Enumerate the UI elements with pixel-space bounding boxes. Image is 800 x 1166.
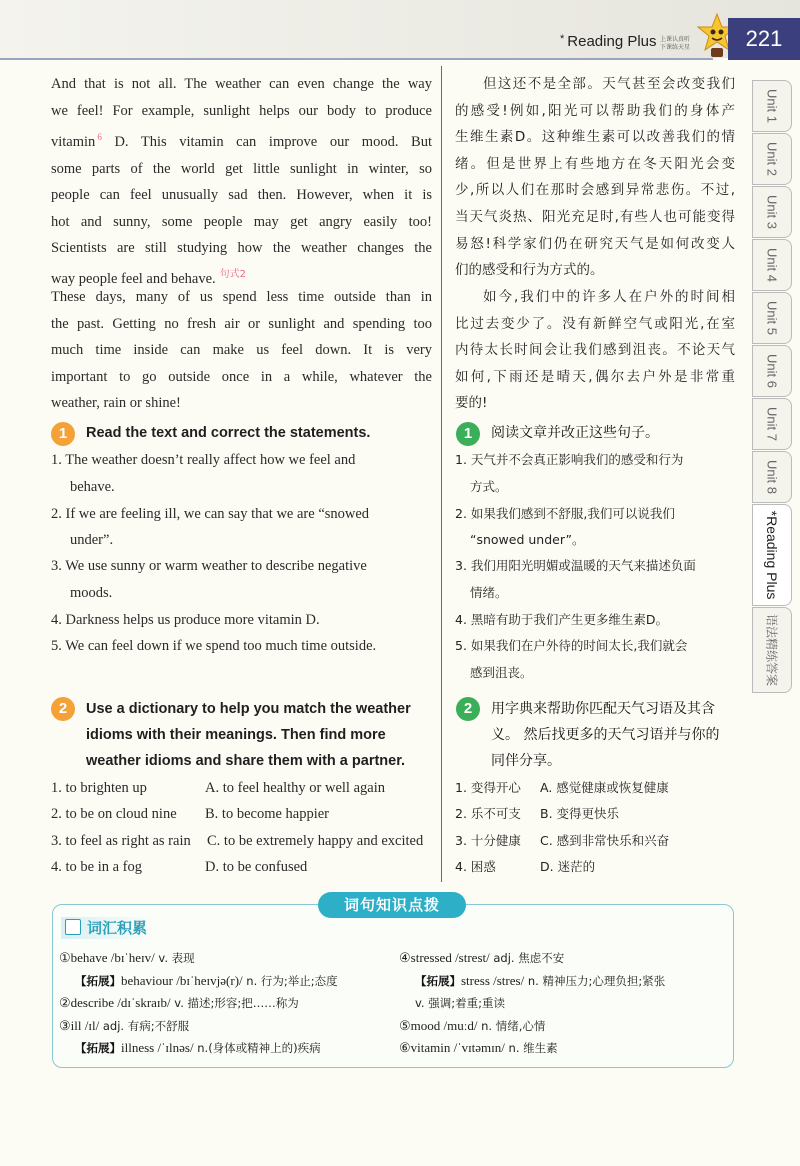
- idiom-item-zh: 2. 乐不可支: [455, 806, 521, 821]
- exercise-1-item-zh: 4. 黑暗有助于我们产生更多维生素D。: [455, 612, 669, 627]
- extension-tag: 【拓展】: [415, 973, 461, 988]
- vocabulary-entry: [59, 992, 299, 1014]
- meaning-item: B. to become happier: [205, 806, 330, 822]
- exercise-1-item-cont: moods.: [70, 585, 113, 601]
- side-tab-label: 语法精练答案: [764, 613, 779, 687]
- side-tab-label: Unit 5: [764, 301, 780, 335]
- english-paragraph-1: And that is not all. The weather can even change the way we feel! For example, sunlight helps our body to produce vitamin $^6$ D. This vitamin can improve our mood. But some parts of the world get little sunlight in winter, so people can feel unusually sad then. However, when it is hot and sunny, some people may get angry easily too! Scientists are still studying how the weather changes the way people feel and behave. $^{句式2}$: [51, 76, 433, 287]
- phonetic: behaviour /bɪˈheɪvjə(r)/: [121, 972, 243, 988]
- exercise-1-item-zh-cont: 感到沮丧。: [470, 665, 533, 680]
- extension-tag: 【拓展】: [75, 1041, 121, 1055]
- exercise-1-title: Read the text and correct the statements.: [86, 425, 371, 441]
- vocabulary-entry: [399, 1015, 545, 1037]
- side-tab-label: Unit 2: [764, 142, 780, 176]
- column-divider: [441, 66, 442, 882]
- phonetic: illness /ˈɪlnəs/: [121, 1040, 194, 1055]
- exercise-1-item-zh-cont: 方式。: [470, 479, 508, 494]
- vocabulary-entry: [75, 970, 338, 992]
- idiom-item: 4. to be in a fog: [51, 859, 143, 875]
- side-tab[interactable]: [752, 292, 792, 344]
- exercise-1-item-zh: 3. 我们用阳光明媚或温暖的天气来描述负面: [455, 558, 696, 573]
- idiom-item-zh: 4. 困惑: [455, 859, 496, 874]
- phonetic: /ˈvɪtəmɪn/: [453, 1040, 505, 1055]
- side-tab-label: Unit 8: [764, 460, 780, 494]
- definition: adj. 有病;不舒服: [99, 1018, 190, 1033]
- section-banner: 词句知识点拨: [318, 892, 466, 918]
- side-tab[interactable]: [752, 398, 792, 450]
- header-divider: [0, 58, 713, 60]
- exercise-2-title-line: weather idioms and share them with a partner.: [86, 753, 406, 769]
- vocabulary-entry: [399, 947, 564, 969]
- vocabulary-word: ⑥vitamin: [399, 1040, 454, 1055]
- side-tab[interactable]: [752, 345, 792, 397]
- exercise-1-item-zh: 5. 如果我们在户外待的时间太长,我们就会: [455, 638, 688, 653]
- exercise-1-item: 4. Darkness helps us produce more vitamin D.: [51, 612, 320, 628]
- exercise-1-item: 5. We can feel down if we spend too much time outside.: [51, 638, 377, 654]
- side-tab[interactable]: [752, 607, 792, 693]
- phonetic: /strest/: [455, 950, 490, 965]
- exercise-2-title-zh-line: 同伴分享。: [491, 753, 561, 769]
- exercise-1-item: 2. If we are feeling ill, we can say that we are “snowed: [51, 506, 370, 522]
- side-tab-label: Unit 4: [764, 248, 780, 282]
- notebook-icon: [65, 919, 81, 935]
- exercise-2-number-zh: 2: [456, 697, 480, 721]
- definition: n. 维生素: [504, 1041, 558, 1055]
- chinese-paragraph-2: 如今,我们中的许多人在户外的时间相 比过去变少了。没有新鲜空气或阳光,在室 内待太长时间会让我们感到沮丧。不论天气 如何,下雨还是晴天,偶尔去户外是非常重 要的!: [455, 289, 735, 412]
- meaning-item-zh: C. 感到非常快乐和兴奋: [540, 833, 670, 848]
- exercise-1-item-zh: 2. 如果我们感到不舒服,我们可以说我们: [455, 506, 675, 521]
- exercise-1-item: 1. The weather doesn’t really affect how we feel and: [51, 452, 356, 468]
- vocabulary-entry: [75, 1037, 321, 1059]
- side-tab[interactable]: [752, 186, 792, 238]
- meaning-item: A. to feel healthy or well again: [205, 780, 385, 796]
- phonetic: /ɪl/: [84, 1017, 100, 1033]
- vocabulary-word: ⑤mood: [399, 1017, 444, 1033]
- vocabulary-box: [52, 904, 734, 1068]
- idiom-item-zh: 3. 十分健康: [455, 833, 521, 848]
- meaning-item: C. to be extremely happy and excited: [207, 833, 424, 849]
- side-tab-label: *Reading Plus: [764, 510, 780, 600]
- side-tab-label: Unit 1: [764, 89, 780, 123]
- exercise-2-number: 2: [51, 697, 75, 721]
- exercise-1-item-cont: behave.: [70, 479, 115, 495]
- side-tab[interactable]: [752, 80, 792, 132]
- vocabulary-entry: [415, 970, 665, 992]
- definition: v. 表现: [154, 951, 195, 965]
- meaning-item-zh: A. 感觉健康或恢复健康: [540, 780, 669, 795]
- exercise-1-item-zh-cont: “snowed under”。: [470, 532, 585, 547]
- page-number: 221: [728, 18, 800, 60]
- exercise-2-title-line: idioms with their meanings. Then find more: [86, 727, 386, 743]
- side-tab[interactable]: [752, 504, 792, 606]
- phonetic: /dɪˈskraɪb/: [117, 995, 171, 1010]
- definition: n. 情绪,心情: [477, 1018, 546, 1033]
- definition: n. 行为;举止;态度: [242, 973, 338, 988]
- vocabulary-entry: [415, 992, 505, 1014]
- definition: v. 强调;着重;重读: [415, 996, 505, 1010]
- idiom-item: 1. to brighten up: [51, 780, 147, 796]
- idiom-item: 2. to be on cloud nine: [51, 806, 177, 822]
- side-tab[interactable]: [752, 451, 792, 503]
- side-tab-label: Unit 6: [764, 354, 780, 388]
- meaning-item-zh: D. 迷茫的: [540, 859, 596, 874]
- idiom-item: 3. to feel as right as rain: [51, 833, 191, 849]
- side-tab-label: Unit 3: [764, 195, 780, 229]
- vocabulary-word: ①behave: [59, 950, 111, 965]
- exercise-1-item-zh: 1. 天气并不会真正影响我们的感受和行为: [455, 452, 684, 467]
- vocabulary-entry: [59, 947, 195, 969]
- exercise-1-number: 1: [51, 422, 75, 446]
- vocabulary-title: 词汇积累: [61, 917, 153, 939]
- vocabulary-entry: [59, 1015, 189, 1037]
- english-paragraph-2: These days, many of us spend less time outside than in the past. Getting no fresh air or sunlight and spending too much time inside can make us feel down. It is very important to go outside once in a while, whatever the weather, rain or shine!: [51, 289, 432, 412]
- side-tab-label: Unit 7: [764, 407, 780, 441]
- meaning-item: D. to be confused: [205, 859, 308, 875]
- exercise-2-title-zh-line: 义。 然后找更多的天气习语并与你的: [491, 727, 720, 743]
- phonetic: /muːd/: [443, 1017, 478, 1033]
- definition: n. 精神压力;心理负担;紧张: [524, 973, 666, 988]
- vocab-marker: 6: [97, 132, 102, 143]
- extension-tag: 【拓展】: [75, 973, 121, 988]
- vocabulary-word: ④stressed: [399, 950, 456, 965]
- side-tab[interactable]: [752, 133, 792, 185]
- vocabulary-word: ②describe: [59, 995, 118, 1010]
- phonetic: /bɪˈheɪv/: [110, 950, 155, 965]
- chinese-paragraph-1: 但这还不是全部。天气甚至会改变我们 的感受!例如,阳光可以帮助我们的身体产 生维生素D。这种维生素可以改善我们的情 绪。但是世界上有些地方在冬天阳光会变 少,所以人们在那时会感到异常悲伤。不过, 当天气炎热、阳光充足时,有些人也可能变得 易怒!科学家们仍在研究天气是如何改变人 们的感受和行为方式的。: [455, 76, 735, 279]
- definition: adj. 焦虑不安: [489, 951, 565, 965]
- brand-slogan: 上课认真听 下课练天星: [660, 36, 691, 51]
- exercise-1-item-zh-cont: 情绪。: [470, 585, 508, 600]
- exercise-1-item-cont: under”.: [70, 532, 114, 548]
- exercise-2-title-line: Use a dictionary to help you match the weather: [86, 701, 411, 717]
- side-tab[interactable]: [752, 239, 792, 291]
- sentence-pattern-note: 句式2: [219, 268, 247, 280]
- vocabulary-entry: [399, 1037, 558, 1059]
- meaning-item-zh: B. 变得更快乐: [540, 806, 620, 821]
- exercise-1-number-zh: 1: [456, 422, 480, 446]
- idiom-item-zh: 1. 变得开心: [455, 780, 521, 795]
- vocabulary-word: ③ill: [59, 1017, 85, 1033]
- definition: n.(身体或精神上的)疾病: [193, 1041, 321, 1055]
- phonetic: stress /stres/: [461, 972, 525, 988]
- exercise-1-title-zh: 阅读文章并改正这些句子。: [491, 425, 659, 441]
- exercise-2-title-zh-line: 用字典来帮助你匹配天气习语及其含: [491, 701, 715, 717]
- exercise-1-item: 3. We use sunny or warm weather to describe negative: [51, 558, 367, 574]
- brand-title: * Reading Plus: [560, 33, 657, 50]
- definition: v. 描述;形容;把……称为: [170, 996, 299, 1010]
